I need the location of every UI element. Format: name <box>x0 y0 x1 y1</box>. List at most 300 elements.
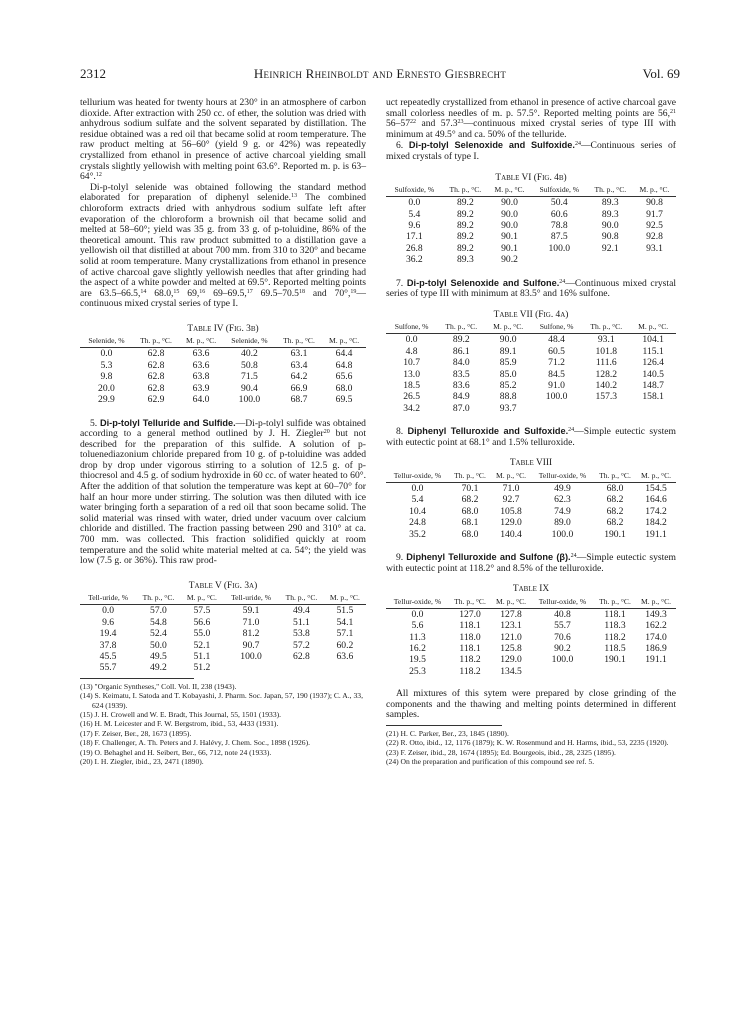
table-caption: Table IX <box>512 584 550 595</box>
table-cell: 90.8 <box>646 197 663 209</box>
volume-label: Vol. 69 <box>642 66 680 81</box>
table-cell: 164.6 <box>645 494 667 506</box>
table-header-cell: Sulfone, % <box>531 323 582 334</box>
table-header-cell: Th. p., °C. <box>594 598 636 609</box>
table-cell: 118.0 <box>459 631 481 643</box>
table-caption: Table V (Fig. 3a) <box>188 580 258 591</box>
section-8-paragraph: 8. Diphenyl Telluroxide and Sulfoxide.$^{24}$—Simple eutectic system with eutectic point at 68.1° and 1.5% telluroxide. <box>386 426 676 448</box>
table-cell: 157.3 <box>595 391 618 403</box>
table-cell <box>636 666 676 677</box>
table-cell: 134.5 <box>500 665 522 677</box>
table-cell: 162.2 <box>645 620 667 632</box>
table-cell: 118.5 <box>604 643 626 655</box>
footnote: (15) J. H. Crowell and W. E. Bradt, This Journal, 55, 1501 (1933). <box>80 710 282 720</box>
table-header-cell: Th. p., °C. <box>136 594 181 605</box>
table-cell: 9.8 <box>100 371 113 383</box>
table-cell: 87.0 <box>452 402 470 414</box>
table-cell: 19.5 <box>409 654 426 666</box>
table-cell: 68.7 <box>290 394 308 406</box>
table-cell: 89.1 <box>499 345 517 357</box>
table-cell: 89.3 <box>601 208 619 220</box>
right-column <box>386 98 676 767</box>
table-cell: 118.2 <box>459 665 481 677</box>
table-cell: 100.0 <box>240 651 262 663</box>
table-cell: 62.9 <box>147 394 165 406</box>
table-cell: 105.8 <box>500 505 522 517</box>
table-row <box>386 643 676 654</box>
table-cell: 85.2 <box>499 380 517 391</box>
table-cell: 68.2 <box>606 505 624 517</box>
table-header-cell: M. p., °C. <box>485 323 531 334</box>
table-cell: 62.8 <box>147 382 165 394</box>
table-cell: 90.7 <box>242 639 260 651</box>
table-cell: 68.1 <box>461 517 479 529</box>
table-cell: 78.8 <box>550 219 568 231</box>
table-header-cell: M. p., °C. <box>636 472 676 483</box>
table-header-cell: M. p., °C. <box>491 598 531 609</box>
table-cell: 55.7 <box>99 662 117 674</box>
table-header-cell: M. p., °C. <box>488 186 531 197</box>
table-cell: 125.8 <box>500 643 522 655</box>
table-cell: 40.2 <box>241 348 258 360</box>
table-row <box>80 360 366 371</box>
table-cell: 17.1 <box>405 231 423 243</box>
table-cell: 149.3 <box>645 608 667 620</box>
table-cell: 118.2 <box>459 654 481 666</box>
table-cell: 49.9 <box>554 483 571 494</box>
table-cell: 86.1 <box>452 345 470 357</box>
table-cell: 104.1 <box>642 334 664 346</box>
footnote: (13) "Organic Syntheses," Coll. Vol. II, 238 (1943). <box>80 681 237 691</box>
table-cell: 89.2 <box>456 242 474 254</box>
table-cell: 63.6 <box>336 651 354 663</box>
table-cell: 100.0 <box>548 242 571 254</box>
table-row <box>386 197 676 209</box>
table-cell: 89.3 <box>601 197 619 209</box>
table-cell: 71.0 <box>242 616 260 628</box>
table-cell: 0.0 <box>411 483 424 494</box>
table-cell: 19.4 <box>99 628 117 640</box>
footnotes-right <box>386 729 676 767</box>
table-cell: 87.5 <box>550 231 568 243</box>
table-header-cell: Tellur-oxide, % <box>386 598 449 609</box>
table-cell: 90.2 <box>554 643 571 655</box>
table-cell: 55.7 <box>554 620 571 632</box>
table-cell: 63.4 <box>290 359 308 371</box>
table-cell: 126.4 <box>642 357 664 369</box>
table-header-cell: Th. p., °C. <box>582 323 630 334</box>
closing-paragraph: All mixtures of this sytem were prepared by close grinding of the components and the thawing and melting points determined in different samples. <box>386 688 676 721</box>
table-header-cell: Th. p., °C. <box>449 598 491 609</box>
page-number: 2312 <box>80 66 106 81</box>
table-row <box>386 483 676 495</box>
paragraph: Di-p-tolyl selenide was obtained following the standard method elaborated for preparation of diphenyl selenide.$^{13}$ The combined chloroform extracts dried with anhydrous sodium sulfate left after evaporation of the chloroform a brownish oil that became solid and melted at 58–60°; yield was 35 g. from 33 g. of p-toluidine, 86% of the theoretical amount. This raw product submitted to a distillation gave a yellowish oil that distilled at about 700 mm. from 310 to 320° and became solid at room temperature. Many crystallizations from ethanol in presence of active charcoal gave slightly yellowish needles that after grinding had the aspect of a white powder and melted at 69.5°. Reported melting points are 63.5–66.5,14 68.0,15 69,16 69–69.5,17 69.5–70.5$^{18}$ and 70°,$^{19}$—continuous mixed crystal series of type I. <box>80 181 366 310</box>
table-cell: 101.8 <box>595 345 618 357</box>
table-cell: 53.8 <box>293 628 310 640</box>
table-header-cell: Th. p., °C. <box>437 323 485 334</box>
table-cell: 90.0 <box>499 334 517 346</box>
table-cell: 0.0 <box>405 334 418 346</box>
table-cell: 50.4 <box>550 197 568 209</box>
footnote: (21) H. C. Parker, Ber., 23, 1845 (1890). <box>386 729 509 739</box>
table-cell: 10.7 <box>403 357 420 369</box>
table-cell: 59.1 <box>242 605 260 617</box>
table-cell: 54.1 <box>336 616 354 628</box>
table-cell: 45.5 <box>99 651 117 663</box>
table-row <box>80 605 366 617</box>
table-cell: 62.3 <box>554 494 571 506</box>
table-header-cell: Th. p., °C. <box>588 186 633 197</box>
table-cell: 140.5 <box>642 368 664 380</box>
paragraph: uct repeatedly crystallized from ethanol in presence of active charcoal gave small colorless needles of m. p. 57.5°. Reported melting points are 56,21 $56-57^{22}$ and 57.3$^{23}$—continuous mixed crystal series of type III with minimum at 49.5° and ca. 50% of the telluride. <box>386 97 676 140</box>
table-row <box>386 632 676 643</box>
table-cell: 186.9 <box>645 643 667 655</box>
footnotes-left <box>80 682 366 767</box>
table-cell: 66.9 <box>290 382 308 394</box>
table-cell: 26.8 <box>405 242 423 254</box>
table-cell: 92.1 <box>601 242 619 254</box>
table-cell: 174.2 <box>645 505 667 517</box>
table-vi <box>386 186 676 265</box>
table-header-cell: Tellur-oxide, % <box>531 598 594 609</box>
table-cell: 191.1 <box>645 528 667 540</box>
footnote: (20) I. H. Ziegler, ibid., 23, 2471 (1890). <box>80 757 204 767</box>
table-cell: 81.2 <box>242 628 260 640</box>
table-cell: 55.0 <box>193 628 211 640</box>
table-header-cell: M. p., °C. <box>636 598 676 609</box>
table-row <box>80 617 366 628</box>
table-cell: 129.0 <box>500 654 522 666</box>
table-cell: 9.6 <box>408 219 421 231</box>
table-cell: 90.2 <box>501 254 518 266</box>
table-row <box>80 394 366 405</box>
table-cell: 29.9 <box>98 394 115 406</box>
table-header-cell: M. p., °C. <box>324 594 366 605</box>
table-cell: 118.3 <box>604 620 626 632</box>
table-cell: 64.2 <box>290 371 308 383</box>
table-cell: 89.2 <box>456 197 474 209</box>
table-cell: 89.2 <box>456 219 474 231</box>
table-row <box>386 231 676 242</box>
table-cell: 5.6 <box>411 620 424 632</box>
table-cell: 84.0 <box>452 357 470 369</box>
table-row <box>80 640 366 651</box>
table-header-cell: M. p., °C. <box>322 337 366 348</box>
table-cell: 25.3 <box>409 665 426 677</box>
section-5-paragraph: 5. Di-p-tolyl Telluride and Sulfide.—Di-p-tolyl sulfide was obtained according to a general method outlined by J. H. Ziegler$^{20}$ but not described for the preparation of this sulfide. A solution of p-toluenediazonium chloride prepared from 10 g. of p-toluidine was added drop by drop under vigorous stirring to a solution of 12.5 g. of p-thiocresol and 4.5 g. of sodium hydroxide in 60 cc. of water heated to 60°. After the addition of that solution the temperature was kept at 60–70° for half an hour more under stirring. The solution was then diluted with ice water bringing forth a separation of a red oil that soon became solid. The solid material was rinsed with water, dried under vacuum over calcium chloride and distilled. The fraction passing between 290 and 310° at ca. 700 mm. was collected. This fraction solidified quickly at room temperature and the solid white material melted at ca. 54°; the yield was low (7.5 g. or 36%). This raw prod- <box>80 417 366 567</box>
table-caption: Table VI (Fig. 4b) <box>495 172 567 183</box>
table-cell: 127.8 <box>500 608 522 620</box>
table-cell: 93.1 <box>597 334 615 346</box>
footnote: (14) S. Keimatu, I. Satoda and T. Kobayashi, J. Pharm. Soc. Japan, 57, 190 (1937); C. A., 33, 624 (1939). <box>80 691 363 710</box>
table-cell: 100.0 <box>551 654 574 666</box>
table-cell: 100.0 <box>551 528 574 540</box>
table-row <box>386 369 676 380</box>
table-cell: 129.0 <box>500 517 522 529</box>
table-cell <box>223 662 279 673</box>
table-v <box>80 594 366 673</box>
table-cell <box>630 403 676 414</box>
table-row <box>386 380 676 391</box>
table-header-cell: Th. p., °C. <box>449 472 491 483</box>
section-title: Di-p-tolyl Telluride and Sulfide. <box>99 417 236 428</box>
table-cell: 70.6 <box>554 631 571 643</box>
table-cell: 83.5 <box>452 368 470 380</box>
table-cell: 85.0 <box>499 368 517 380</box>
table-header-cell: Sulfone, % <box>386 323 437 334</box>
table-cell <box>324 662 366 673</box>
table-row <box>386 243 676 254</box>
table-cell: 40.8 <box>554 608 571 620</box>
table-cell: 64.4 <box>335 348 353 360</box>
section-7-paragraph: 7. Di-p-tolyl Selenoxide and Sulfone.$^{24}$—Continuous mixed crystal series of type III with minimum at 83.5° and 16% sulfone. <box>386 277 677 300</box>
table-cell: 92.7 <box>502 494 520 506</box>
table-cell: 90.1 <box>501 242 518 254</box>
table-cell: 51.1 <box>193 651 211 663</box>
table-cell: 127.0 <box>459 608 481 620</box>
table-cell <box>531 403 582 414</box>
table-ix <box>386 598 676 677</box>
table-cell: 62.8 <box>147 359 165 371</box>
table-cell: 118.2 <box>604 631 626 643</box>
running-title: Heinrich Rheinboldt and Ernesto Giesbrecht <box>253 66 507 81</box>
table-cell: 74.9 <box>554 505 571 517</box>
table-cell: 71.0 <box>502 483 520 494</box>
footnote: (19) O. Behaghel and H. Seibert, Ber., 66, 712, note 24 (1933). <box>80 747 272 757</box>
table-row <box>386 403 676 414</box>
table-cell: 68.0 <box>461 505 479 517</box>
table-cell: 140.2 <box>595 380 618 391</box>
table-cell <box>531 254 588 265</box>
table-cell: 140.4 <box>500 528 522 540</box>
table-row <box>386 334 676 346</box>
table-row <box>386 529 676 540</box>
table-cell: 83.6 <box>452 380 470 391</box>
table-row <box>80 662 366 673</box>
table-caption: Table IV (Fig. 3b) <box>187 323 259 334</box>
table-cell: 57.2 <box>293 639 310 651</box>
table-cell: 71.2 <box>548 357 565 369</box>
table-cell: 68.0 <box>606 483 624 494</box>
table-caption: Table VII (Fig. 4a) <box>493 309 569 320</box>
table-cell: 93.1 <box>646 242 663 254</box>
table-cell <box>633 254 676 265</box>
table-header-cell: M. p., °C. <box>181 594 223 605</box>
table-cell: 49.4 <box>293 605 310 617</box>
table-cell: 90.8 <box>601 231 619 243</box>
table-cell: 90.0 <box>501 197 518 209</box>
table-header-cell: M. p., °C. <box>630 323 676 334</box>
table-cell: 62.8 <box>147 348 165 360</box>
table-cell: 158.1 <box>642 391 664 403</box>
table-row <box>80 371 366 382</box>
table-cell: 71.5 <box>241 371 258 383</box>
table-header-cell: M. p., °C. <box>491 472 531 483</box>
table-iv <box>80 337 366 405</box>
table-header-cell: Tellur-oxide, % <box>531 472 594 483</box>
table-cell: 52.4 <box>150 628 167 640</box>
table-cell: 54.8 <box>150 616 167 628</box>
table-header-cell: Tell-uride, % <box>80 594 136 605</box>
table-cell: 118.1 <box>459 643 481 655</box>
table-cell: 52.1 <box>193 639 211 651</box>
table-cell: 57.0 <box>150 605 167 617</box>
table-cell: 89.2 <box>456 208 474 220</box>
table-row <box>386 506 676 517</box>
table-cell: 100.0 <box>545 391 568 403</box>
table-cell: 9.6 <box>102 616 115 628</box>
table-cell: 190.1 <box>604 654 626 666</box>
table-header-cell: Th. p., °C. <box>443 186 488 197</box>
table-cell: 91.0 <box>548 380 565 391</box>
table-caption: Table VIII <box>509 458 553 469</box>
table-cell: 64.0 <box>192 394 210 406</box>
table-header-cell: Th. p., °C. <box>594 472 636 483</box>
table-header-cell: M. p., °C. <box>179 337 223 348</box>
table-cell: 10.4 <box>409 505 426 517</box>
table-row <box>80 383 366 394</box>
table-cell: 154.5 <box>645 483 667 494</box>
table-viii <box>386 472 676 540</box>
table-cell: 63.6 <box>192 359 210 371</box>
table-cell: 91.7 <box>646 208 663 220</box>
table-header-cell: Tell-uride, % <box>223 594 279 605</box>
table-cell: 90.0 <box>501 219 518 231</box>
table-row <box>386 654 676 665</box>
table-cell: 84.9 <box>452 391 470 403</box>
table-cell: 63.1 <box>290 348 308 360</box>
table-row <box>386 666 676 677</box>
table-cell: 60.6 <box>550 208 568 220</box>
table-cell: 13.0 <box>403 368 420 380</box>
table-cell: 62.8 <box>293 651 310 663</box>
table-cell: 85.9 <box>499 357 517 369</box>
table-cell: 0.0 <box>100 348 113 360</box>
table-header-cell: Sulfoxide, % <box>531 186 588 197</box>
table-cell: 100.0 <box>238 394 261 406</box>
table-cell: 63.9 <box>192 382 210 394</box>
table-header-cell: M. p., °C. <box>633 186 676 197</box>
table-cell: 90.4 <box>241 382 258 394</box>
table-row <box>386 391 676 402</box>
table-cell: 184.2 <box>645 517 667 529</box>
table-cell: 49.5 <box>150 651 167 663</box>
table-cell: 70.1 <box>461 483 479 494</box>
table-cell: 60.2 <box>336 639 354 651</box>
table-cell: 50.8 <box>241 359 258 371</box>
table-cell: 51.5 <box>336 605 354 617</box>
table-cell: 0.0 <box>102 605 115 617</box>
table-cell: 68.0 <box>335 382 353 394</box>
table-cell: 24.8 <box>409 517 426 529</box>
table-cell: 89.2 <box>452 334 470 346</box>
table-cell: 118.1 <box>604 608 626 620</box>
table-cell: 51.1 <box>293 616 310 628</box>
table-cell: 64.8 <box>335 359 353 371</box>
table-row <box>386 517 676 528</box>
table-row <box>80 628 366 639</box>
table-cell: 5.4 <box>408 208 421 220</box>
table-cell <box>582 403 630 414</box>
section-6-paragraph: 6. Di-p-tolyl Selenoxide and Sulfoxide.$^{24}$—Continuous series of mixed crystals of type I. <box>386 140 676 162</box>
table-cell: 65.6 <box>335 371 353 383</box>
table-header-cell: Selenide, % <box>223 337 276 348</box>
table-cell: 89.2 <box>456 231 474 243</box>
table-cell: 118.1 <box>459 620 481 632</box>
table-cell: 16.2 <box>409 643 426 655</box>
left-column <box>80 98 366 767</box>
table-cell: 5.4 <box>411 494 424 506</box>
table-cell: 68.0 <box>461 528 479 540</box>
table-cell: 68.2 <box>606 494 624 506</box>
table-cell: 50.0 <box>150 639 167 651</box>
footnote: (16) H. M. Leicester and F. W. Bergstrom, ibid., 53, 4433 (1931). <box>80 719 279 729</box>
table-cell: 148.7 <box>642 380 664 391</box>
table-cell: 90.0 <box>601 219 619 231</box>
table-cell: 57.1 <box>336 628 354 640</box>
table-row <box>386 494 676 505</box>
table-row <box>80 651 366 662</box>
table-header-cell: Th. p., °C. <box>276 337 322 348</box>
table-header-cell: Tellur-oxide, % <box>386 472 449 483</box>
table-cell: 34.2 <box>403 402 420 414</box>
section-9-paragraph: 9. Diphenyl Telluroxide and Sulfone (β).$^{24}$—Simple eutectic system with eutectic point at 118.2° and 8.5% of the telluroxide. <box>386 552 676 574</box>
table-cell: 4.8 <box>405 345 418 357</box>
table-cell: 92.8 <box>646 231 663 243</box>
paragraph: tellurium was heated for twenty hours at 230° in an atmosphere of carbon dioxide. After extraction with 250 cc. of ether, the solution was dried with anhydrous sodium sulfate and the solvent separated by distillation. The residue obtained was a red oil that became solid at room temperature. The raw product melting at 56–60° (yield 9 g. or 42%) was repeatedly crystallized from ethanol in presence of active charcoal yielding small crystals slightly yellowish with melting point 63.6°. Reported m. p. is 63–64°.$^{12}$ <box>80 97 366 183</box>
table-row <box>386 608 676 620</box>
table-cell: 35.2 <box>409 528 426 540</box>
table-cell: 68.2 <box>461 494 479 506</box>
table-cell: 62.8 <box>147 371 165 383</box>
table-header-cell: Th. p., °C. <box>279 594 324 605</box>
table-row <box>386 346 676 357</box>
table-cell <box>588 254 633 265</box>
table-cell: 89.3 <box>456 254 474 266</box>
table-cell: 51.2 <box>193 662 211 674</box>
table-cell <box>594 666 636 677</box>
table-cell: 63.8 <box>192 371 210 383</box>
footnote: (17) F. Zeiser, Ber., 28, 1673 (1895). <box>80 728 192 738</box>
table-cell: 89.0 <box>554 517 571 529</box>
table-cell: 0.0 <box>411 608 424 620</box>
footnote: (22) R. Otto, ibid., 12, 1176 (1879); K. W. Rosenmund and H. Harms, ibid., 53, 2235 (1920). <box>386 738 669 748</box>
table-header-cell: Th. p., °C. <box>133 337 179 348</box>
table-cell: 36.2 <box>405 254 423 266</box>
table-cell: 20.0 <box>98 382 115 394</box>
table-cell: 174.0 <box>645 631 667 643</box>
table-row <box>80 348 366 360</box>
table-cell: 5.3 <box>100 359 113 371</box>
table-cell: 63.6 <box>192 348 210 360</box>
table-cell: 190.1 <box>604 528 626 540</box>
table-cell: 69.5 <box>335 394 353 406</box>
table-cell <box>279 662 324 673</box>
table-cell: 18.5 <box>403 380 420 391</box>
table-header-cell: Selenide, % <box>80 337 133 348</box>
table-vii <box>386 323 676 414</box>
table-cell: 84.5 <box>548 368 565 380</box>
table-cell: 191.1 <box>645 654 667 666</box>
table-cell: 0.0 <box>408 197 421 209</box>
table-row <box>386 220 676 231</box>
table-cell: 60.5 <box>548 345 565 357</box>
table-row <box>386 209 676 220</box>
table-row <box>386 357 676 368</box>
table-cell: 111.6 <box>595 357 617 369</box>
table-cell: 123.1 <box>500 620 522 632</box>
table-cell: 37.8 <box>99 639 117 651</box>
